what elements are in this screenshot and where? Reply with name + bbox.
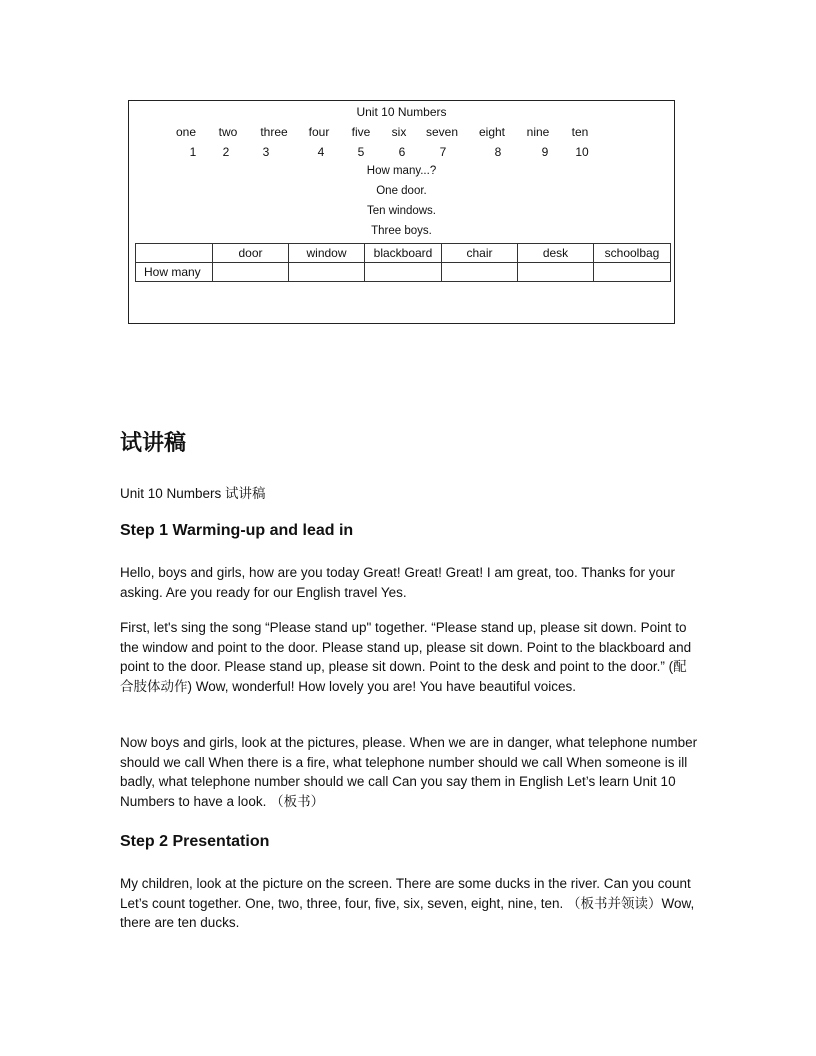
table-cell [213,263,289,282]
board-sentence: One door. [376,185,427,197]
table-cell [442,263,518,282]
document-heading: 试讲稿 [120,431,187,456]
how-many-table [135,243,671,282]
table-cell [289,263,365,282]
table-cell [518,263,594,282]
numeral: 5 [357,145,365,159]
board-question: How many...? [366,165,437,177]
board-sentence: Three boys. [371,225,432,237]
numeral: 7 [439,145,447,159]
numeral: 1 [189,145,197,159]
number-word: five [351,125,371,139]
table-header-cell: door [213,244,289,263]
number-word: ten [571,125,589,139]
step1-paragraph-1: Hello, boys and girls, how are you today Great! Great! Great! I am great, too. Thanks for your asking. Are you ready for our English travel Yes. [120,565,676,600]
number-words-row [129,125,676,141]
step2-heading: Step 2 Presentation [120,833,270,850]
table-header-cell: chair [442,244,518,263]
number-word: one [175,125,197,139]
step1-paragraph-3: Now boys and girls, look at the pictures, please. When we are in danger, what telephone number should we call When there is a fire, what telephone number should we call When someone is ill badly, what telephone number should we call Can you say them in English Let’s learn Unit 10 Numbers to have a look. （板书） [120,735,698,810]
document-subtitle: Unit 10 Numbers 试讲稿 [120,486,266,501]
table-header-cell: schoolbag [594,244,671,263]
table-header-cell: desk [518,244,594,263]
numeral: 6 [398,145,406,159]
table-header-cell: blackboard [365,244,442,263]
number-word: seven [425,125,459,139]
numeral: 2 [222,145,230,159]
number-word: nine [526,125,550,139]
numeral: 4 [317,145,325,159]
numeral: 8 [494,145,502,159]
table-row [136,263,671,282]
step1-paragraph-2: First, let's sing the song “Please stand up" together. “Please stand up, please sit down. Point to the window and point to the door. Please stand up, please sit down. Point to the blackboard and point to the door. Please stand up, please sit down. Point to the desk and point to the door.” (配合肢体动作) Wow, wonderful! How lovely you are! You have beautiful voices. [120,620,692,695]
table-header-cell [136,244,213,263]
step2-paragraph-1: My children, look at the picture on the screen. There are some ducks in the river. Can you count Let’s count together. One, two, three, four, five, six, seven, eight, nine, ten. （板书并领读）Wow, there are ten ducks. [120,876,695,931]
numerals-row [129,145,676,161]
number-word: four [308,125,330,139]
table-header-row [136,244,671,263]
number-word: two [218,125,238,139]
number-word: six [391,125,407,139]
numeral: 3 [262,145,270,159]
step1-heading: Step 1 Warming-up and lead in [120,522,354,539]
board-sentence: Ten windows. [366,205,437,217]
numeral: 10 [575,145,589,159]
number-word: three [260,125,288,139]
table-header-cell: window [289,244,365,263]
table-row-label: How many [136,263,213,282]
table-cell [594,263,671,282]
numeral: 9 [541,145,549,159]
table-cell [365,263,442,282]
board-title: Unit 10 Numbers [356,105,447,119]
blackboard-design [128,100,675,324]
number-word: eight [478,125,506,139]
